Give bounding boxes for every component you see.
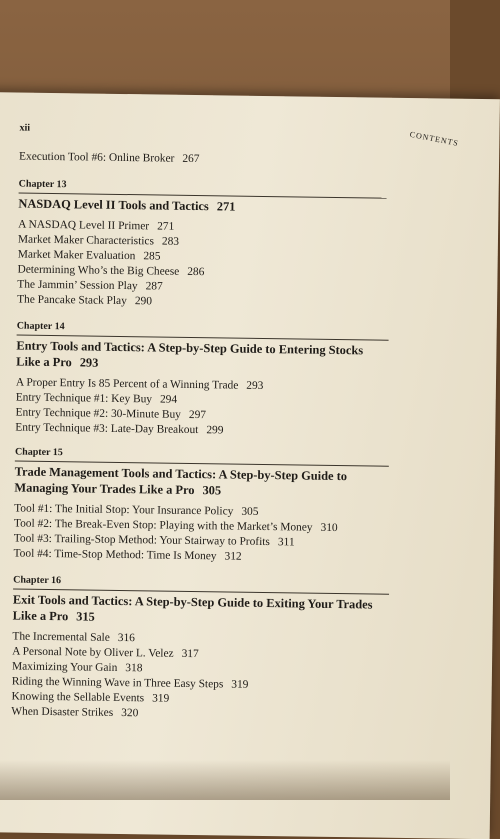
chapter-label: Chapter 14 — [16, 320, 65, 333]
book-page — [0, 92, 500, 839]
toc-entry: Market Maker Characteristics 283 — [17, 233, 180, 248]
toc-entry: Knowing the Sellable Events 319 — [11, 690, 170, 705]
chapter-title: Exit Tools and Tactics: A Step-by-Step Guide to Exiting Your Trades Like a Pro 315 — [12, 592, 373, 624]
toc-entry: A Proper Entry Is 85 Percent of a Winning Trade 293 — [15, 376, 264, 392]
toc-entry: The Jammin’ Session Play 287 — [17, 278, 163, 293]
toc-entry: Tool #2: The Break-Even Stop: Playing with the Market’s Money 310 — [13, 517, 338, 535]
toc-entry: Entry Technique #1: Key Buy 294 — [15, 391, 178, 406]
chapter-label: Chapter 15 — [14, 446, 63, 459]
chapter-label: Chapter 16 — [13, 574, 62, 587]
toc-entry: Tool #1: The Initial Stop: Your Insurance Policy 305 — [14, 502, 259, 518]
running-head — [19, 122, 460, 148]
toc-entry: Market Maker Evaluation 285 — [17, 248, 161, 263]
chapter-label: Chapter 13 — [18, 178, 67, 191]
toc-entry: Entry Technique #3: Late-Day Breakout 299 — [15, 421, 224, 437]
page-folio: xii — [19, 122, 31, 134]
page-shadow — [0, 760, 450, 800]
chapter-title: Entry Tools and Tactics: A Step-by-Step Guide to Entering Stocks Like a Pro 293 — [16, 338, 364, 370]
toc-entry: A Personal Note by Oliver L. Velez 317 — [12, 645, 199, 661]
chapter-title: NASDAQ Level II Tools and Tactics 271 — [18, 196, 236, 214]
toc-entry: When Disaster Strikes 320 — [11, 705, 139, 720]
toc-entry: Execution Tool #6: Online Broker 267 — [19, 150, 200, 166]
toc-entry: The Incremental Sale 316 — [12, 630, 135, 645]
toc-entry: Entry Technique #2: 30-Minute Buy 297 — [15, 406, 207, 422]
running-title: CONTENTS — [409, 129, 460, 148]
toc-entry: Tool #4: Time-Stop Method: Time Is Money 312 — [13, 547, 242, 563]
toc-entry: Tool #3: Trailing-Stop Method: Your Stairway to Profits 311 — [13, 532, 295, 549]
chapter-title: Trade Management Tools and Tactics: A Step-by-Step Guide to Managing Your Trades Like a Pro 305 — [14, 464, 348, 498]
toc-entry: A NASDAQ Level II Primer 271 — [18, 218, 175, 233]
toc-entry: Determining Who’s the Big Cheese 286 — [17, 263, 205, 279]
toc-entry: Riding the Winning Wave in Three Easy Steps 319 — [11, 675, 249, 691]
toc-entry: Maximizing Your Gain 318 — [11, 660, 143, 675]
page-content — [11, 122, 460, 720]
toc-entry: The Pancake Stack Play 290 — [17, 293, 153, 308]
